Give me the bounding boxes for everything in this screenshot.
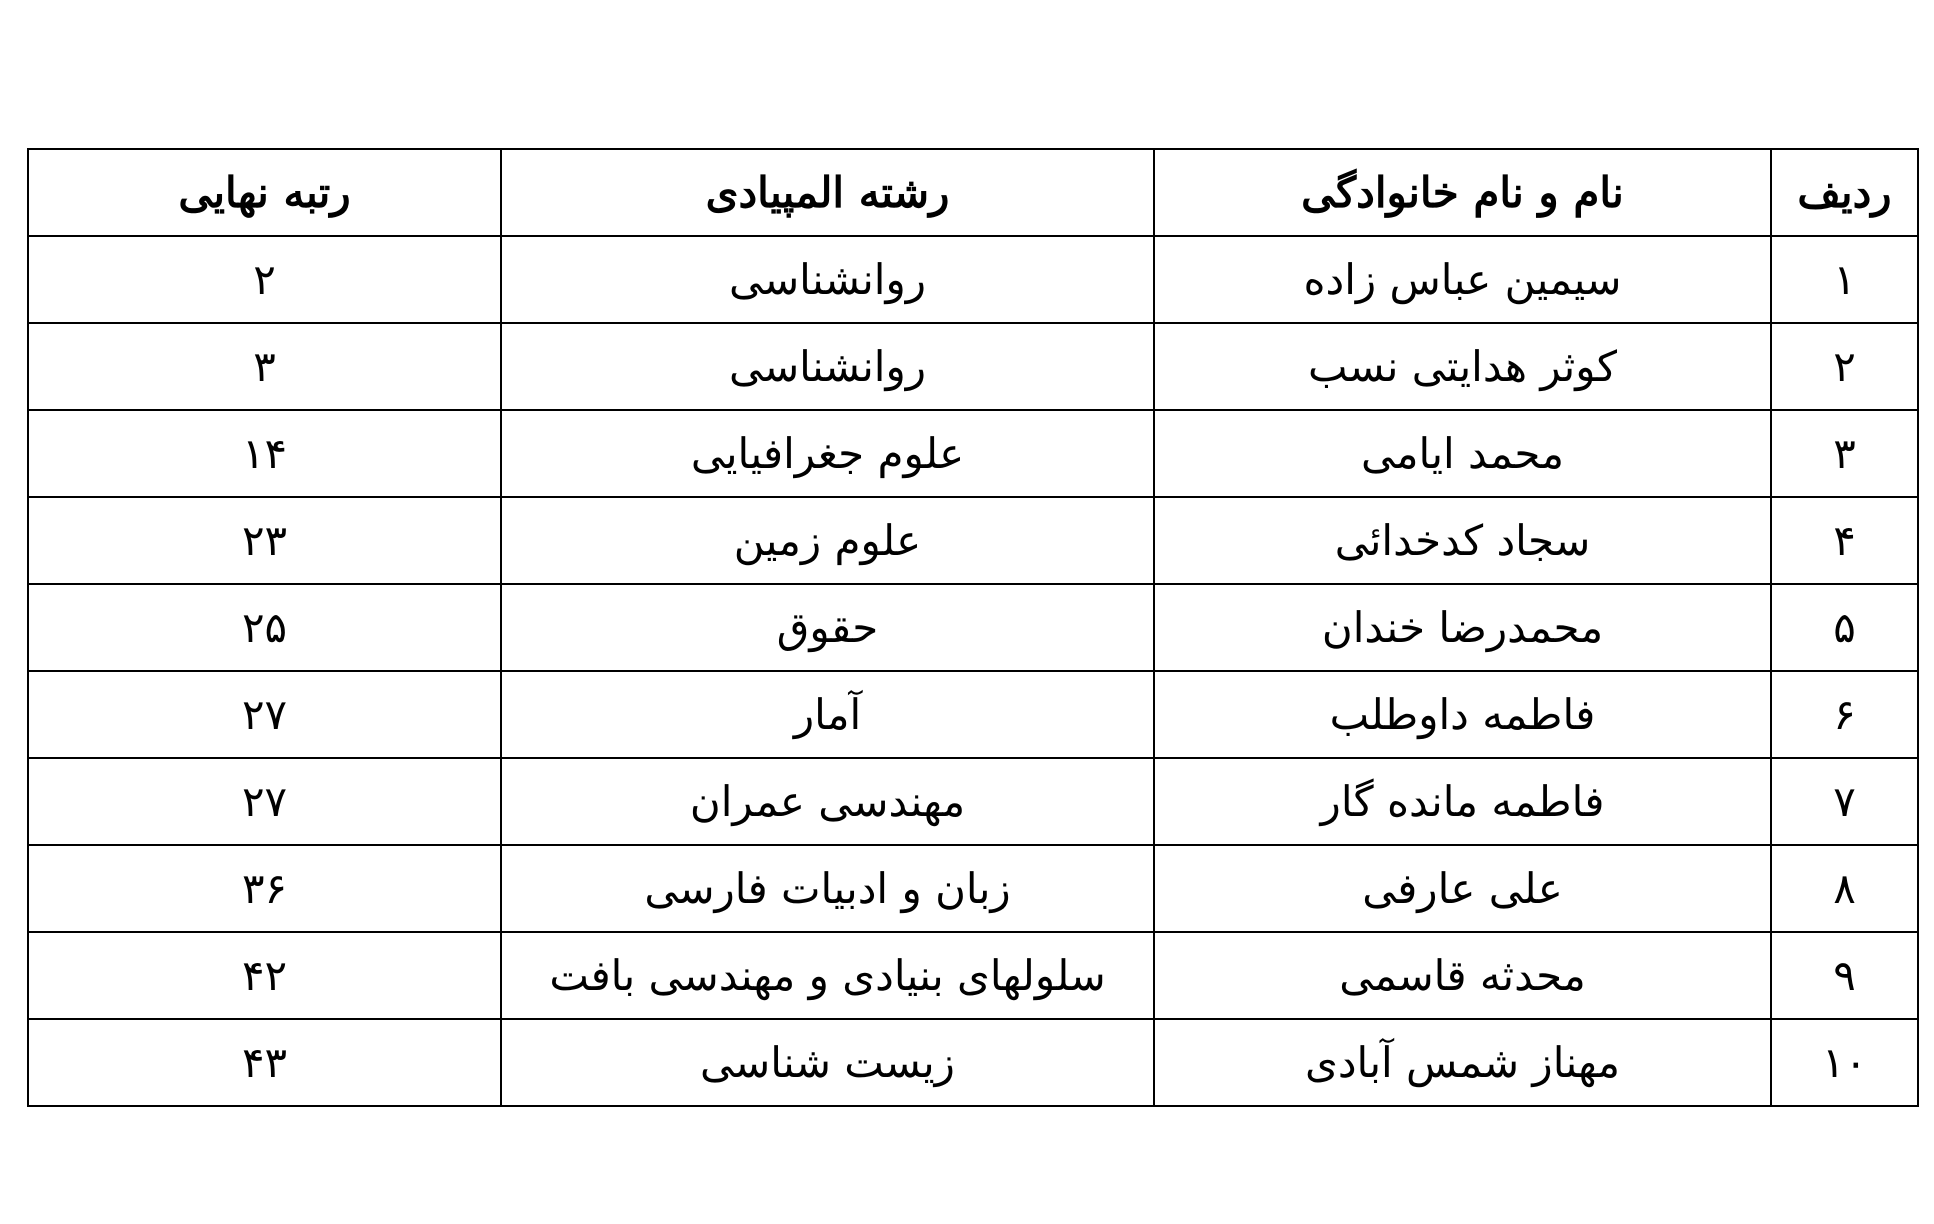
cell-final-rank: ۳۶ <box>28 845 501 932</box>
cell-full-name: فاطمه داوطلب <box>1154 671 1771 758</box>
cell-full-name: علی عارفی <box>1154 845 1771 932</box>
cell-olympiad-field: زبان و ادبیات فارسی <box>501 845 1154 932</box>
cell-row-number: ۳ <box>1771 410 1918 497</box>
cell-olympiad-field: زیست شناسی <box>501 1019 1154 1106</box>
cell-row-number: ۴ <box>1771 497 1918 584</box>
table-row <box>28 932 1918 1019</box>
cell-row-number: ۹ <box>1771 932 1918 1019</box>
cell-final-rank: ۲ <box>28 236 501 323</box>
table-row <box>28 1019 1918 1106</box>
table-row <box>28 845 1918 932</box>
cell-olympiad-field: سلولهای بنیادی و مهندسی بافت <box>501 932 1154 1019</box>
cell-full-name: سیمین عباس زاده <box>1154 236 1771 323</box>
cell-full-name: فاطمه مانده گار <box>1154 758 1771 845</box>
cell-final-rank: ۲۵ <box>28 584 501 671</box>
header-row-number: ردیف <box>1771 149 1918 236</box>
table-row <box>28 410 1918 497</box>
cell-full-name: سجاد کدخدائی <box>1154 497 1771 584</box>
cell-final-rank: ۲۷ <box>28 671 501 758</box>
cell-final-rank: ۳ <box>28 323 501 410</box>
cell-row-number: ۱۰ <box>1771 1019 1918 1106</box>
cell-row-number: ۱ <box>1771 236 1918 323</box>
table-row <box>28 758 1918 845</box>
cell-final-rank: ۴۲ <box>28 932 501 1019</box>
cell-final-rank: ۲۳ <box>28 497 501 584</box>
cell-olympiad-field: علوم جغرافیایی <box>501 410 1154 497</box>
cell-full-name: مهناز شمس آبادی <box>1154 1019 1771 1106</box>
cell-final-rank: ۴۳ <box>28 1019 501 1106</box>
cell-final-rank: ۲۷ <box>28 758 501 845</box>
cell-full-name: کوثر هدایتی نسب <box>1154 323 1771 410</box>
table-row <box>28 236 1918 323</box>
cell-olympiad-field: روانشناسی <box>501 323 1154 410</box>
header-olympiad-field: رشته المپیادی <box>501 149 1154 236</box>
cell-row-number: ۲ <box>1771 323 1918 410</box>
cell-olympiad-field: علوم زمین <box>501 497 1154 584</box>
cell-row-number: ۶ <box>1771 671 1918 758</box>
table-header-row <box>28 149 1918 236</box>
cell-full-name: محدثه قاسمی <box>1154 932 1771 1019</box>
cell-full-name: محمد ایامی <box>1154 410 1771 497</box>
cell-row-number: ۷ <box>1771 758 1918 845</box>
cell-row-number: ۵ <box>1771 584 1918 671</box>
table-row <box>28 497 1918 584</box>
cell-olympiad-field: حقوق <box>501 584 1154 671</box>
table-row <box>28 323 1918 410</box>
cell-full-name: محمدرضا خندان <box>1154 584 1771 671</box>
table-row <box>28 671 1918 758</box>
table-row <box>28 584 1918 671</box>
header-full-name: نام و نام خانوادگی <box>1154 149 1771 236</box>
cell-final-rank: ۱۴ <box>28 410 501 497</box>
cell-row-number: ۸ <box>1771 845 1918 932</box>
results-table-container <box>27 148 1917 1107</box>
cell-olympiad-field: روانشناسی <box>501 236 1154 323</box>
cell-olympiad-field: آمار <box>501 671 1154 758</box>
cell-olympiad-field: مهندسی عمران <box>501 758 1154 845</box>
header-final-rank: رتبه نهایی <box>28 149 501 236</box>
olympiad-results-table <box>27 148 1919 1107</box>
